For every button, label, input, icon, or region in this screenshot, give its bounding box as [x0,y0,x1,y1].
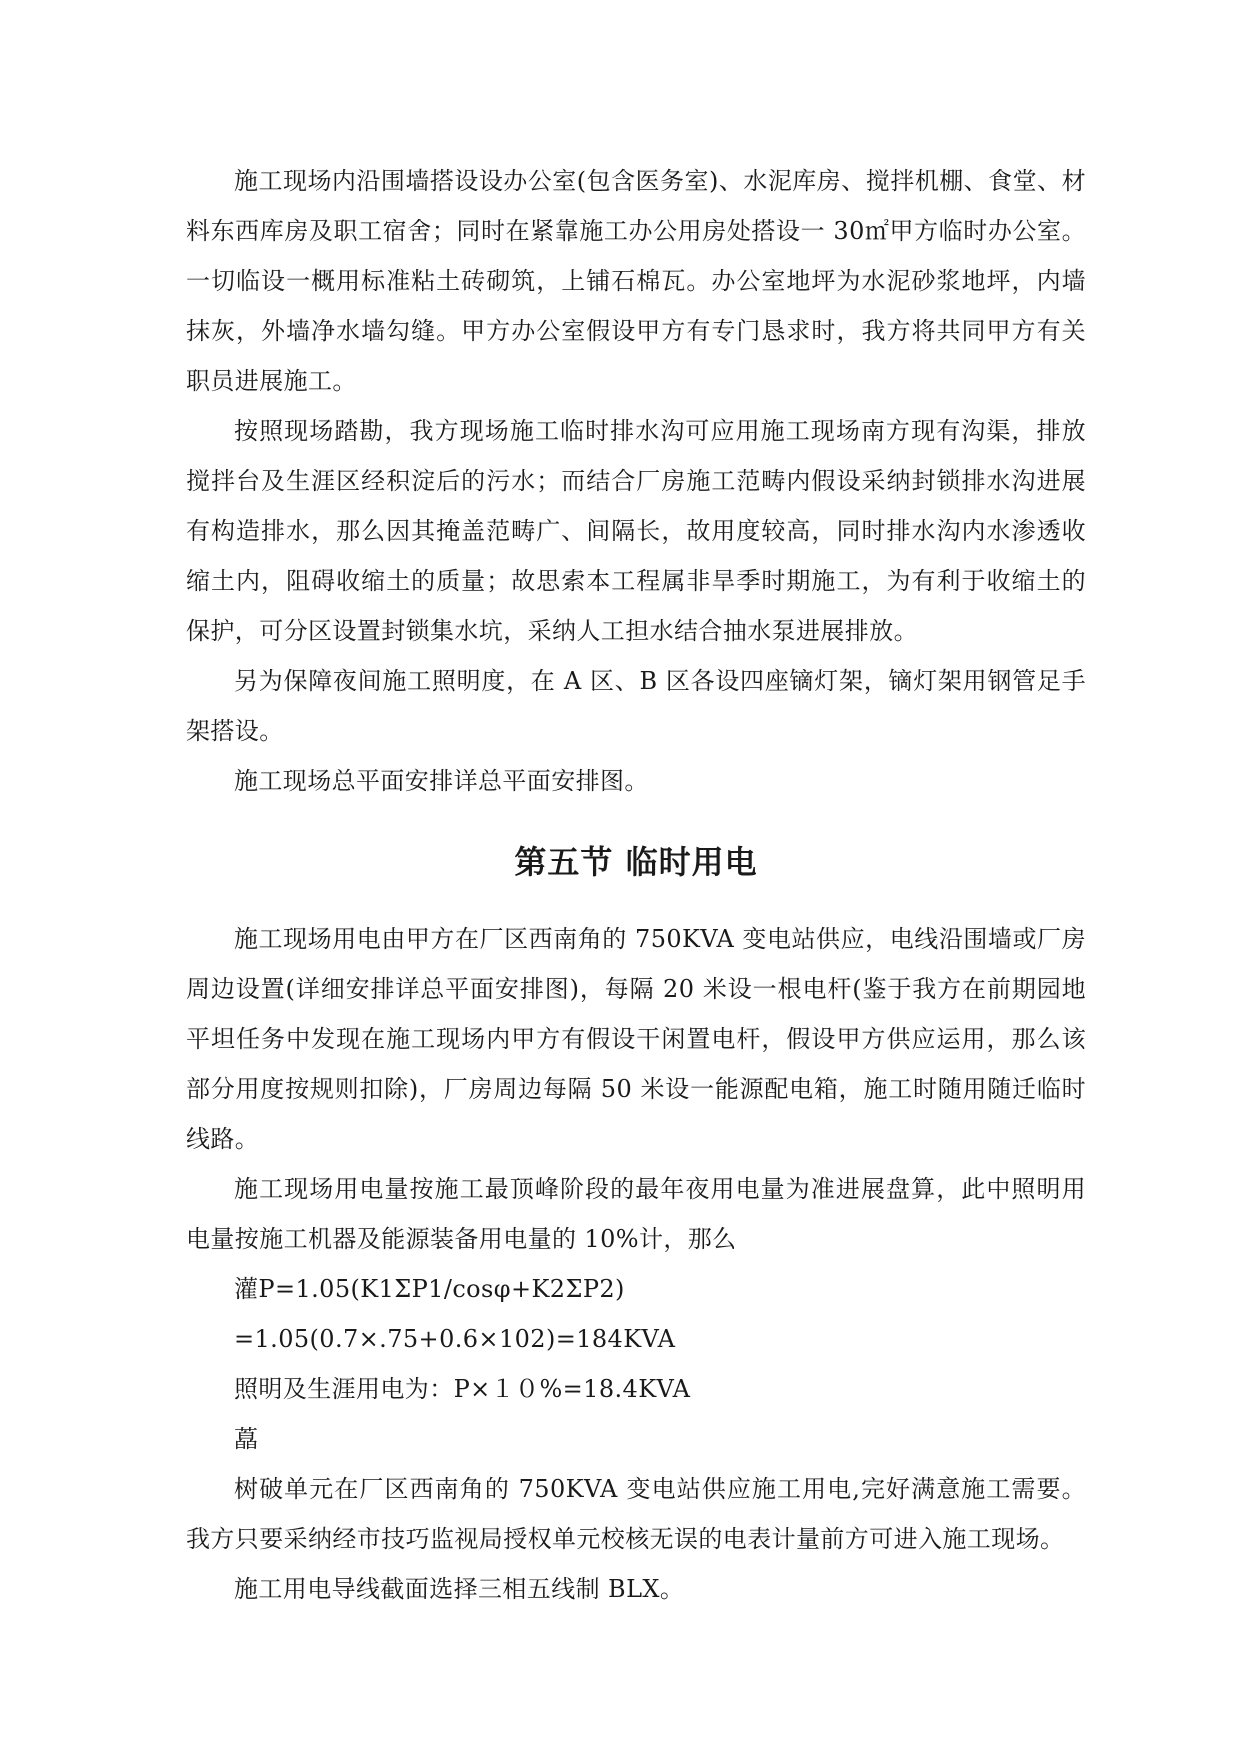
formula-line-2: =1.05(0.7×.75+0.6×102)=184KVA [234,1325,676,1353]
paragraph-temporary-facilities: 施工现场内沿围墙搭设设办公室(包含医务室)、水泥库房、搅拌机棚、食堂、材料东西库房及职工宿舍；同时在紧靠施工办公用房处搭设一 30㎡甲方临时办公室。一切临设一概用标准粘土砖砌筑，上铺石棉瓦。办公室地坪为水泥砂浆地坪，内墙抹灰，外墙净水墙勾缝。甲方办公室假设甲方有专门恳求时，我方将共同甲方有关职员进展施工。 [186,167,1086,395]
paragraph-site-layout: 施工现场总平面安排详总平面安排图。 [234,767,649,795]
paragraph-power-meter: 树破单元在厂区西南角的 750KVA 变电站供应施工用电,完好满意施工需要。我方只要采纳经市技巧监视局授权单元校核无误的电表计量前方可进入施工现场。 [186,1475,1086,1553]
paragraph-drainage: 按照现场踏勘，我方现场施工临时排水沟可应用施工现场南方现有沟渠，排放搅拌台及生涯区经积淀后的污水；而结合厂房施工范畴内假设采纳封锁排水沟进展有构造排水，那么因其掩盖范畴广、间隔长，故用度较高，同时排水沟内水渗透收缩土内，阻碍收缩土的质量；故思索本工程属非旱季时期施工，为有利于收缩土的保护，可分区设置封锁集水坑，采纳人工担水结合抽水泵进展排放。 [186,417,1086,645]
paragraph-power-calculation: 施工现场用电量按施工最顶峰阶段的最年夜用电量为准进展盘算，此中照明用电量按施工机器及能源装备用电量的 10%计，那么 [186,1175,1086,1253]
section-heading-temporary-power: 第五节 临时用电 [514,843,758,881]
paragraph-wire-selection: 施工用电导线截面选择三相五线制 BLX。 [234,1575,685,1603]
paragraph-power-supply: 施工现场用电由甲方在厂区西南角的 750KVA 变电站供应，电线沿围墙或厂房周边设置(详细安排详总平面安排图)，每隔 20 米设一根电杆(鉴于我方在前期园地平坦任务中发现在施工现场内甲方有假设干闲置电杆，假设甲方供应运用，那么该部分用度按规则扣除)，厂房周边每隔 50 米设一能源配电箱，施工时随用随迁临时线路。 [186,925,1086,1153]
paragraph-night-lighting: 另为保障夜间施工照明度，在 A 区、B 区各设四座镝灯架，镝灯架用钢管足手架搭设。 [186,667,1086,745]
formula-line-1: 灌P=1.05(K1ΣP1/cosφ+K2ΣP2) [234,1275,625,1303]
formula-line-3: 照明及生涯用电为：P×１０%=18.4KVA [234,1375,691,1403]
formula-line-4: 藠 [234,1425,259,1453]
document-body [186,156,1086,1614]
